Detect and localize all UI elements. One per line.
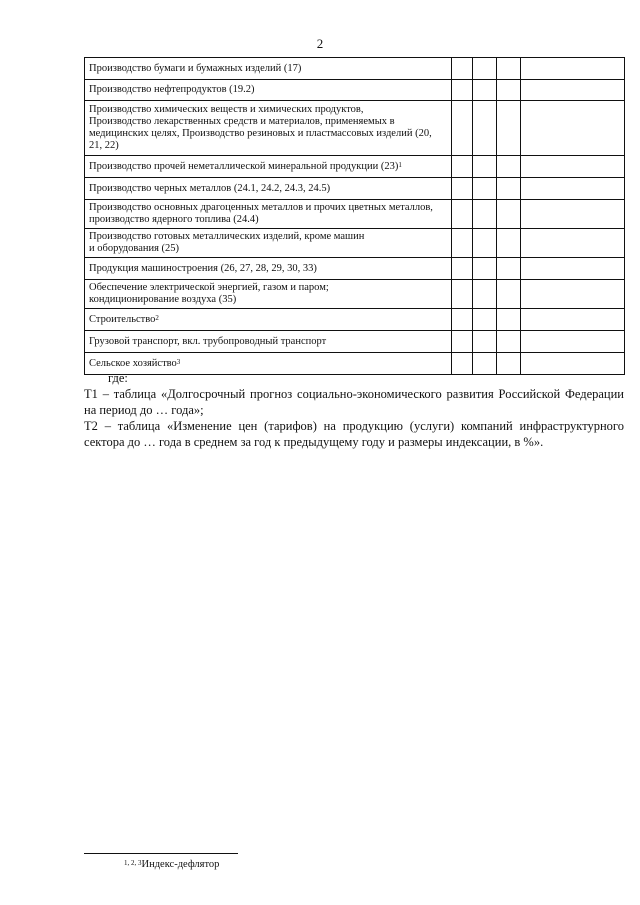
- sector-label-cell: [85, 200, 452, 229]
- value-cell: [452, 280, 473, 309]
- value-cell: [452, 229, 473, 258]
- value-cell: [473, 258, 497, 280]
- sector-label: Строительство: [89, 313, 156, 325]
- value-cell: [452, 258, 473, 280]
- table-row: [85, 331, 625, 353]
- sector-label-cell: [85, 309, 452, 331]
- value-cell: [452, 331, 473, 353]
- sector-label-cell: [85, 80, 452, 101]
- page-number: 2: [316, 36, 324, 51]
- value-cell: [497, 80, 521, 101]
- sector-label: кондиционирование воздуха (35): [89, 294, 237, 305]
- sector-label: Производство бумаги и бумажных изделий (17): [89, 62, 302, 74]
- value-cell: [452, 309, 473, 331]
- value-cell: [473, 58, 497, 80]
- value-cell: [473, 80, 497, 101]
- value-cell: [497, 178, 521, 200]
- value-cell: [473, 280, 497, 309]
- sector-label: Производство химических веществ и химических продуктов,: [89, 104, 364, 115]
- sector-label-cell: [85, 178, 452, 200]
- footnote-ref: 3: [176, 357, 181, 366]
- table-row: [85, 178, 625, 200]
- sector-label: Производство нефтепродуктов (19.2): [89, 84, 255, 95]
- footnote-ref: 1: [398, 160, 402, 169]
- table-row: [85, 309, 625, 331]
- sector-label-cell: [85, 258, 452, 280]
- table-row: [85, 156, 625, 178]
- sector-label: Обеспечение электрической энергией, газом и паром;: [89, 282, 329, 293]
- value-cell: [473, 331, 497, 353]
- footnote-text: Индекс-дефлятор: [141, 859, 220, 870]
- value-cell: [473, 309, 497, 331]
- value-cell: [521, 229, 625, 258]
- value-cell: [497, 280, 521, 309]
- value-cell: [452, 156, 473, 178]
- value-cell: [521, 80, 625, 101]
- footnote: [124, 859, 219, 870]
- value-cell: [497, 309, 521, 331]
- sector-label: и оборудования (25): [89, 243, 180, 254]
- value-cell: [473, 229, 497, 258]
- sectors-table: [84, 57, 625, 375]
- sector-label: Производство готовых металлических изделий, кроме машин: [89, 231, 365, 242]
- notes-where: где:: [108, 371, 128, 385]
- value-cell: [497, 101, 521, 156]
- footnote-ref: 2: [155, 313, 159, 322]
- value-cell: [473, 156, 497, 178]
- value-cell: [521, 58, 625, 80]
- value-cell: [521, 101, 625, 156]
- table-row: [85, 200, 625, 229]
- sector-label: Продукция машиностроения (26, 27, 28, 29, 30, 33): [89, 262, 317, 274]
- value-cell: [452, 200, 473, 229]
- value-cell: [473, 101, 497, 156]
- footnote-marks: 1, 2, 3: [124, 859, 142, 867]
- sector-label: Грузовой транспорт, вкл. трубопроводный транспорт: [89, 335, 327, 347]
- note-t1: Т1 – таблица «Долгосрочный прогноз социально-экономического развития Российской Федерации на период до … года»;: [84, 387, 624, 417]
- sector-label-cell: [85, 280, 452, 309]
- note-t2: Т2 – таблица «Изменение цен (тарифов) на продукцию (услуги) компаний инфраструктурного сектора до … года в среднем за год к предыдущему году и размеры индексации, в %».: [84, 419, 624, 449]
- value-cell: [521, 200, 625, 229]
- value-cell: [521, 331, 625, 353]
- sector-label-cell: [85, 58, 452, 80]
- value-cell: [473, 200, 497, 229]
- value-cell: [521, 280, 625, 309]
- sector-label-cell: [85, 156, 452, 178]
- table-row: [85, 58, 625, 80]
- sector-label-cell: [85, 331, 452, 353]
- value-cell: [497, 229, 521, 258]
- value-cell: [452, 58, 473, 80]
- value-cell: [473, 178, 497, 200]
- sector-label: Производство черных металлов (24.1, 24.2, 24.3, 24.5): [89, 182, 331, 194]
- sector-label-cell: [85, 101, 452, 156]
- value-cell: [497, 156, 521, 178]
- table-row: [85, 258, 625, 280]
- footnote-divider: [84, 853, 238, 854]
- sector-label: Производство лекарственных средств и материалов, применяемых в медицинских целях, Производство резиновых и пластмассовых изделий (20, 21, 22): [89, 116, 432, 151]
- sector-label: Производство основных драгоценных металлов и прочих цветных металлов, производство ядерного топлива (24.4): [89, 202, 433, 225]
- value-cell: [497, 331, 521, 353]
- value-cell: [521, 156, 625, 178]
- table-row: [85, 280, 625, 309]
- value-cell: [521, 178, 625, 200]
- notes: [84, 370, 624, 450]
- sector-label: Сельское хозяйство: [89, 357, 177, 369]
- value-cell: [497, 200, 521, 229]
- value-cell: [452, 178, 473, 200]
- value-cell: [452, 101, 473, 156]
- table-row: [85, 229, 625, 258]
- value-cell: [521, 309, 625, 331]
- table-row: [85, 101, 625, 156]
- value-cell: [497, 58, 521, 80]
- sector-label: Производство прочей неметаллической минеральной продукции (23): [89, 160, 399, 172]
- sector-label-cell: [85, 229, 452, 258]
- value-cell: [452, 80, 473, 101]
- table-row: [85, 80, 625, 101]
- sectors-table-body: [85, 58, 625, 375]
- value-cell: [497, 258, 521, 280]
- value-cell: [521, 258, 625, 280]
